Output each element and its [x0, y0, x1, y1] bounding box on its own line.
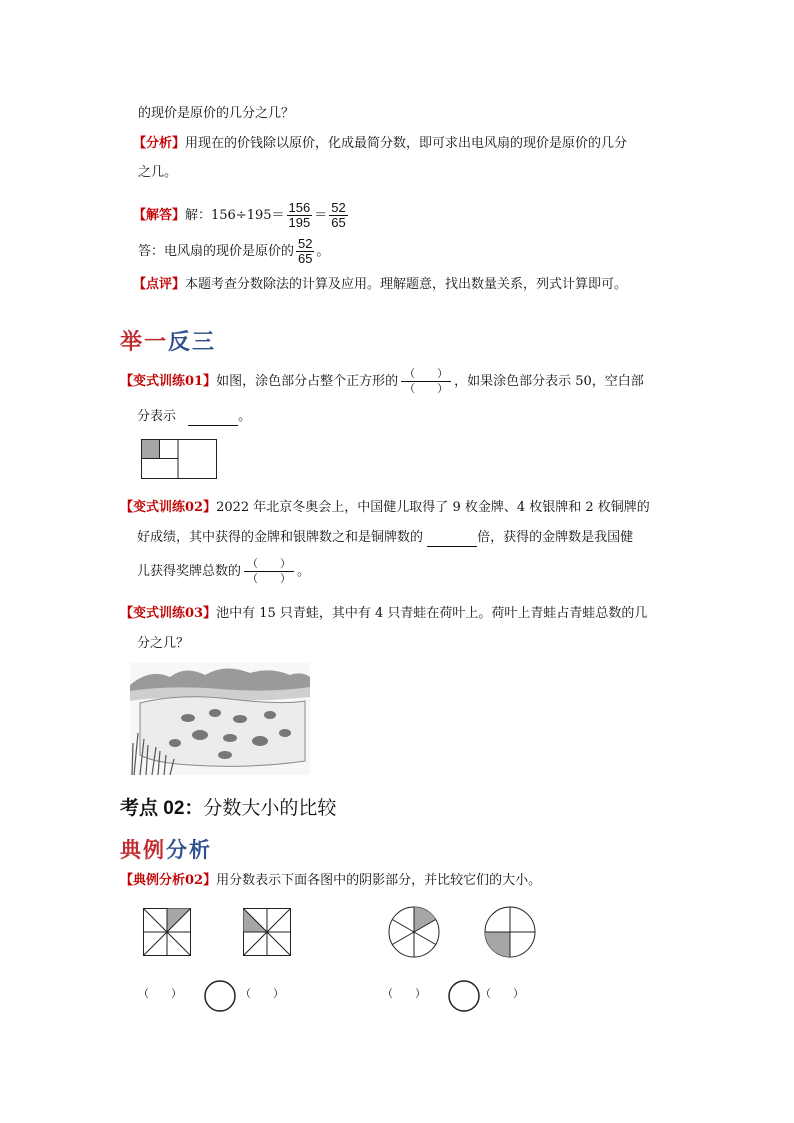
exercise-01-line-1: [120, 364, 644, 400]
square-figure-2: [243, 908, 291, 956]
answer-prefix: 解：156÷195＝: [185, 208, 285, 223]
reply-line: [138, 234, 330, 270]
heading-practice: [120, 325, 216, 356]
answer-tag: 【解答】: [133, 208, 186, 223]
heading-part-2: 分析: [166, 837, 212, 862]
exercise-01-text-c: 分表示: [137, 409, 177, 424]
fraction-denominator: 65: [331, 215, 346, 230]
paren-left-1[interactable]: （ ）: [138, 987, 182, 1000]
equals-sign: ＝: [314, 208, 328, 223]
blank-numerator: （ ）: [401, 367, 451, 382]
fraction-52-65: [329, 201, 347, 230]
exercise-01-text-d: 。: [238, 409, 252, 424]
fraction-numerator: 156: [288, 200, 311, 215]
exercise-02-line-2: [137, 529, 633, 547]
blank-denominator: （ ）: [247, 572, 292, 585]
exercise-02-text-d: 。: [297, 564, 311, 579]
heading-part-1: 举一: [120, 329, 169, 355]
square-figure-1: [143, 908, 191, 956]
circle-figure-1: [388, 906, 440, 958]
exercise-02-text-c: 儿获得奖牌总数的: [137, 564, 242, 579]
blank-fraction[interactable]: [244, 557, 294, 586]
exercise-02-text-a: 2022 年北京冬奥会上，中国健儿取得了 9 枚金牌、4 枚银牌和 2 枚铜牌的: [216, 500, 650, 515]
reply-prefix: 答：电风扇的现价是原价的: [138, 244, 295, 259]
shaded-sector: [485, 932, 510, 957]
reply-suffix: 。: [316, 244, 330, 259]
exercise-02-line-3: [137, 554, 310, 590]
heading-part-2: 反三: [168, 329, 217, 355]
blank-fraction[interactable]: [401, 367, 451, 396]
answer-blank[interactable]: [427, 532, 477, 547]
exercise-01-text-a: 如图，涂色部分占整个正方形的: [216, 374, 399, 389]
exercise-02-tag: 【变式训练02】: [120, 500, 217, 515]
analysis-text-1: 用现在的价钱除以原价，化成最简分数，即可求出电风扇的现价是原价的几分: [185, 136, 628, 151]
fraction-denominator: 195: [288, 215, 311, 230]
fraction-denominator: 65: [298, 251, 313, 266]
example-analysis-02-tag: 【典例分析02】: [120, 873, 217, 888]
blank-denominator: （ ）: [404, 382, 449, 395]
heading-example-analysis: [120, 834, 212, 864]
reply-fraction: [296, 237, 314, 266]
answer-line: [133, 196, 350, 236]
exercise-02-text-b2: 倍，获得的金牌数是我国健: [477, 530, 634, 545]
analysis-tag: 【分析】: [133, 136, 186, 151]
circle-figure-2: [484, 906, 536, 958]
comment-text: 本题考查分数除法的计算及应用。理解题意，找出数量关系，列式计算即可。: [185, 277, 628, 292]
comparison-circle-1[interactable]: [204, 980, 236, 1012]
paren-left-2[interactable]: （ ）: [382, 987, 426, 1000]
fraction-156-195: [287, 201, 313, 230]
exercise-02-text-b1: 好成绩，其中获得的金牌和银牌数之和是铜牌数的: [137, 530, 424, 545]
comment-tag: 【点评】: [133, 277, 186, 292]
exercise-03-line-1: [120, 605, 647, 623]
exercise-01-tag: 【变式训练01】: [120, 374, 217, 389]
exercise-02-line-1: [120, 499, 650, 517]
exercise-01-text-b: ，如果涂色部分表示 50，空白部: [454, 374, 644, 389]
fraction-numerator: 52: [298, 236, 313, 251]
section-text: 分数大小的比较: [203, 798, 337, 819]
exercise-03-text-a: 池中有 15 只青蛙，其中有 4 只青蛙在荷叶上。荷叶上青蛙占青蛙总数的几: [216, 606, 648, 621]
analysis-line-2: 之几。: [138, 165, 178, 180]
exercise-03-tag: 【变式训练03】: [120, 606, 217, 621]
comparison-circle-2[interactable]: [448, 980, 480, 1012]
shaded-cell: [142, 440, 159, 458]
example-analysis-02-line: [120, 872, 541, 890]
exercise-01-line-2: [137, 408, 251, 426]
section-label: 考点 02：: [120, 798, 204, 819]
exercise-03-line-2: 分之几？: [137, 636, 190, 651]
analysis-line-1: [133, 135, 627, 153]
square-diagram: [141, 439, 217, 479]
pond-frogs-illustration: [130, 663, 310, 775]
example-analysis-02-text: 用分数表示下面各图中的阴影部分，并比较它们的大小。: [216, 873, 542, 888]
blank-numerator: （ ）: [244, 557, 294, 572]
paren-right-2[interactable]: （ ）: [480, 987, 524, 1000]
problem-text-tail: 的现价是原价的几分之几？: [138, 106, 295, 121]
heading-part-1: 典例: [120, 837, 166, 862]
fraction-numerator: 52: [331, 200, 346, 215]
comment-line: [133, 276, 627, 294]
answer-blank[interactable]: [188, 411, 238, 426]
section-title: [120, 793, 336, 820]
paren-right-1[interactable]: （ ）: [240, 987, 284, 1000]
